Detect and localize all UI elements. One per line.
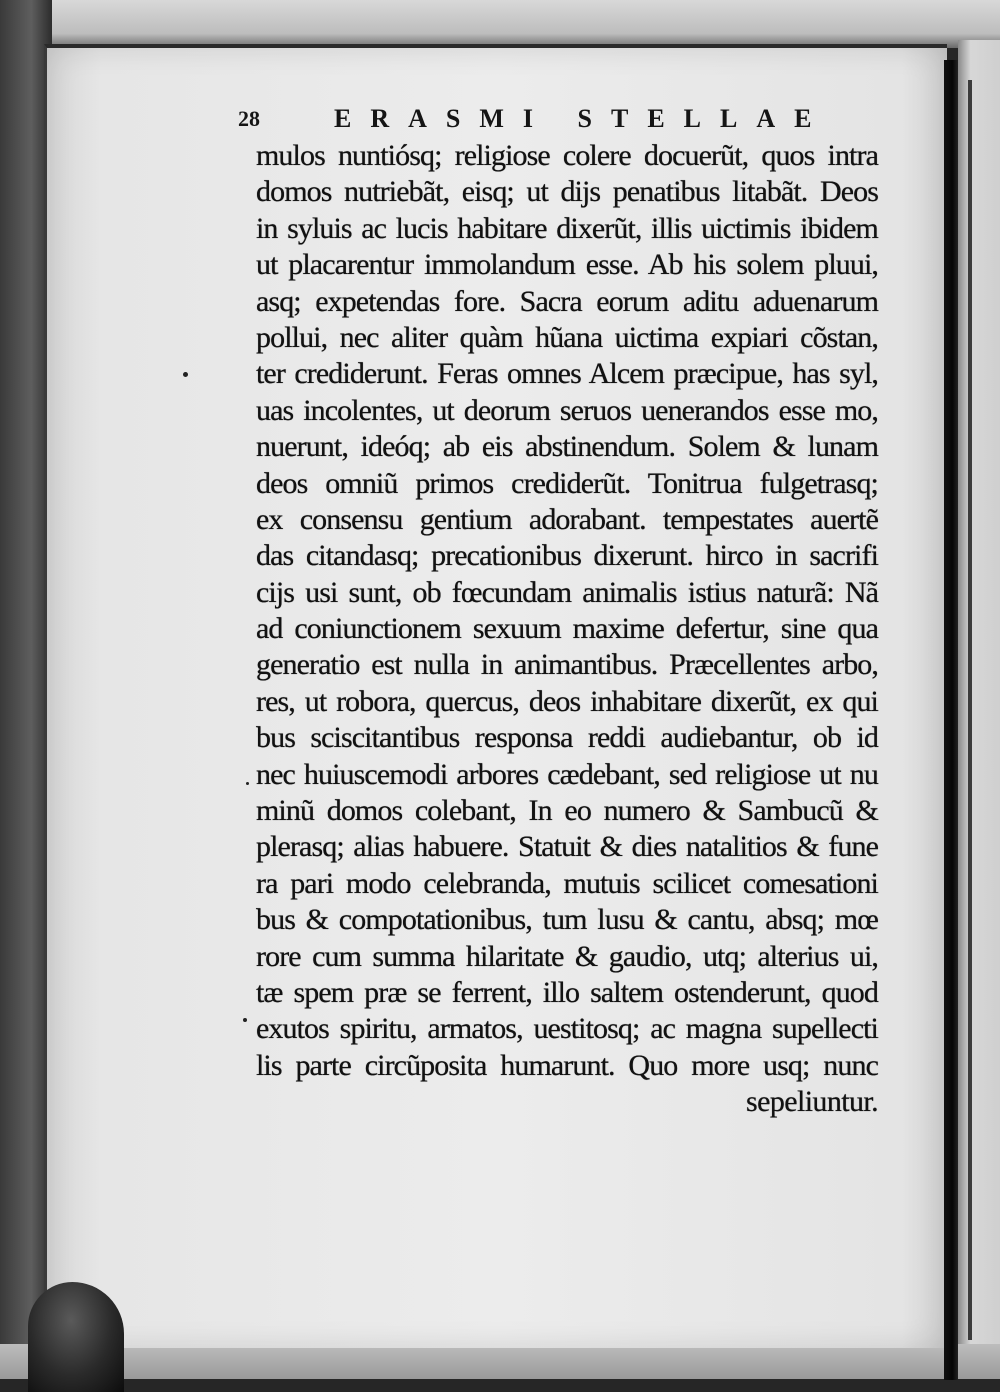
text-line: cijs usi sunt, ob fœcundam animalis istius naturã: Nã [256, 575, 878, 609]
text-line: ut placarentur immolandum esse. Ab his solem pluui, [256, 248, 878, 282]
text-line: bus & compotationibus, tum lusu & cantu, absq; mœ [256, 903, 878, 937]
text-line: exutos spiritu, armatos, uestitosq; ac magna supellecti [256, 1012, 878, 1046]
text-line: tæ spem præ se ferrent, illo saltem ostenderunt, quod [256, 975, 878, 1009]
text-line: nuerunt, ideóq; ab eis abstinendum. Solem & lunam [256, 430, 878, 464]
text-line: asq; expetendas fore. Sacra eorum aditu aduenarum [256, 284, 878, 318]
text-line: res, ut robora, quercus, deos inhabitare dixerũt, ex qui [256, 684, 878, 718]
text-line: in syluis ac lucis habitare dixerũt, illis uictimis ibidem [256, 211, 878, 245]
scanner-thumb [28, 1282, 124, 1392]
text-line-last: sepeliuntur. [746, 1085, 878, 1119]
body-text [256, 138, 878, 1121]
page-number: 28 [238, 106, 260, 131]
page-header [238, 104, 878, 138]
ink-speck [246, 782, 249, 785]
text-line: uas incolentes, ut deorum seruos uenerandos esse mo, [256, 393, 878, 427]
text-line: das citandasq; precationibus dixerunt. hirco in sacrifi [256, 539, 878, 573]
facing-page-edge [958, 40, 1000, 1379]
text-line: deos omniũ primos crediderũt. Tonitrua fulgetrasq; [256, 466, 878, 500]
text-line: ex consensu gentium adorabant. tempestates auertẽ [256, 502, 878, 536]
text-line: nec huiuscemodi arbores cædebant, sed religiose ut nu [256, 757, 878, 791]
text-line: ter crediderunt. Feras omnes Alcem præcipue, has syl, [256, 357, 878, 391]
scanner-background-top [0, 0, 1000, 48]
running-head: ERASMI STELLAE [334, 104, 831, 133]
text-line: bus sciscitantibus responsa reddi audiebantur, ob id [256, 721, 878, 755]
scanner-background-bottom [0, 1344, 1000, 1379]
text-line: pollui, nec aliter quàm hũana uictima expiari cõstan, [256, 320, 878, 354]
text-line: minũ domos colebant, In eo numero & Sambucũ & [256, 794, 878, 828]
text-line: lis parte circũposita humarunt. Quo more usq; nunc [256, 1048, 878, 1082]
ink-speck [243, 1018, 247, 1022]
text-line: generatio est nulla in animantibus. Præcellentes arbo, [256, 648, 878, 682]
ink-speck [183, 372, 188, 377]
text-line: ad coniunctionem sexuum maxime defertur, sine qua [256, 612, 878, 646]
facing-page-shadow [968, 80, 972, 1340]
text-line: mulos nuntiósq; religiose colere docuerũt, quos intra [256, 139, 878, 172]
text-line: rore cum summa hilaritate & gaudio, utq; alterius ui, [256, 939, 878, 973]
text-line: plerasq; alias habuere. Statuit & dies natalitios & fune [256, 830, 878, 864]
text-line: ra pari modo celebranda, mutuis scilicet comesationi [256, 866, 878, 900]
gutter-shadow [944, 60, 958, 1380]
text-line: domos nutriebãt, eisq; ut dijs penatibus litabãt. Deos [256, 175, 878, 209]
